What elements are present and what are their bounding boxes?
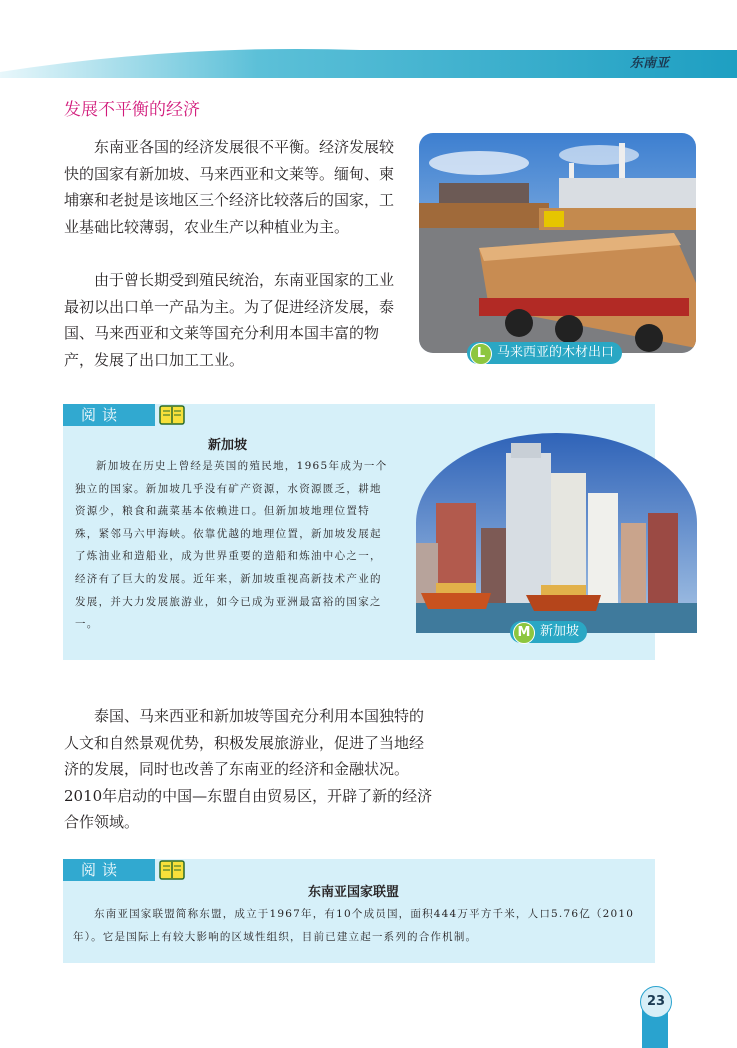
reading-text-singapore: 新加坡在历史上曾经是英国的殖民地，1965年成为一个独立的国家。新加坡几乎没有矿产资源，水资源匮乏，耕地资源少，粮食和蔬菜基本依赖进口。但新加坡地理位置特殊，紧邻马六甲海峡。依靠优越的地理位置，新加坡发展起了炼油业和造船业，成为世界重要的造船和炼油中心之一，经济有了巨大的发展。近年来，新加坡重视高新技术产业的发展，并大力发展旅游业，如今已成为亚洲最富裕的国家之一。 (75, 460, 388, 631)
chapter-title: 东南亚 (629, 56, 669, 71)
figure-m-caption-text: 新加坡 (540, 624, 580, 639)
open-book-icon (159, 404, 185, 426)
reading-tab: 阅读 (63, 404, 155, 426)
section-title: 发展不平衡的经济 (64, 100, 200, 120)
intro-paragraph-2: 由于曾长期受到殖民统治，东南亚国家的工业最初以出口单一产品为主。为了促进经济发展，泰国、马来西亚和文莱等国充分利用本国丰富的物产，发展了出口加工工业。 (64, 271, 395, 369)
reading-box-asean (63, 859, 655, 963)
singapore-skyline-photo (416, 433, 697, 633)
reading-title-asean: 东南亚国家联盟 (308, 885, 400, 900)
open-book-icon (159, 859, 185, 881)
timber-export-photo (419, 133, 696, 353)
intro-paragraph-1: 东南亚各国的经济发展很不平衡。经济发展较快的国家有新加坡、马来西亚和文莱等。缅甸、柬埔寨和老挝是该地区三个经济比较落后的国家，工业基础比较薄弱，农业生产以种植业为主。 (64, 138, 395, 236)
figure-m-letter: M (513, 622, 535, 644)
reading-text-asean: 东南亚国家联盟简称东盟，成立于1967年，有10个成员国，面积444万平方千米，人口5.76亿（2010年）。它是国际上有较大影响的区域性组织，目前已建立起一系列的合作机制。 (73, 908, 635, 943)
figure-m-caption (510, 621, 587, 643)
figure-l-letter: L (470, 343, 492, 365)
reading-title-singapore: 新加坡 (208, 438, 248, 453)
figure-l-caption-text: 马来西亚的木材出口 (497, 345, 615, 360)
reading-tab: 阅读 (63, 859, 155, 881)
figure-l-caption (467, 342, 622, 364)
header-band (0, 42, 737, 78)
tourism-paragraph: 泰国、马来西亚和新加坡等国充分利用本国独特的人文和自然景观优势，积极发展旅游业，促进了当地经济的发展，同时也改善了东南亚的经济和金融状况。2010年启动的中国—东盟自由贸易区，开辟了新的经济合作领域。 (64, 707, 433, 832)
page-number: 23 (640, 986, 672, 1018)
